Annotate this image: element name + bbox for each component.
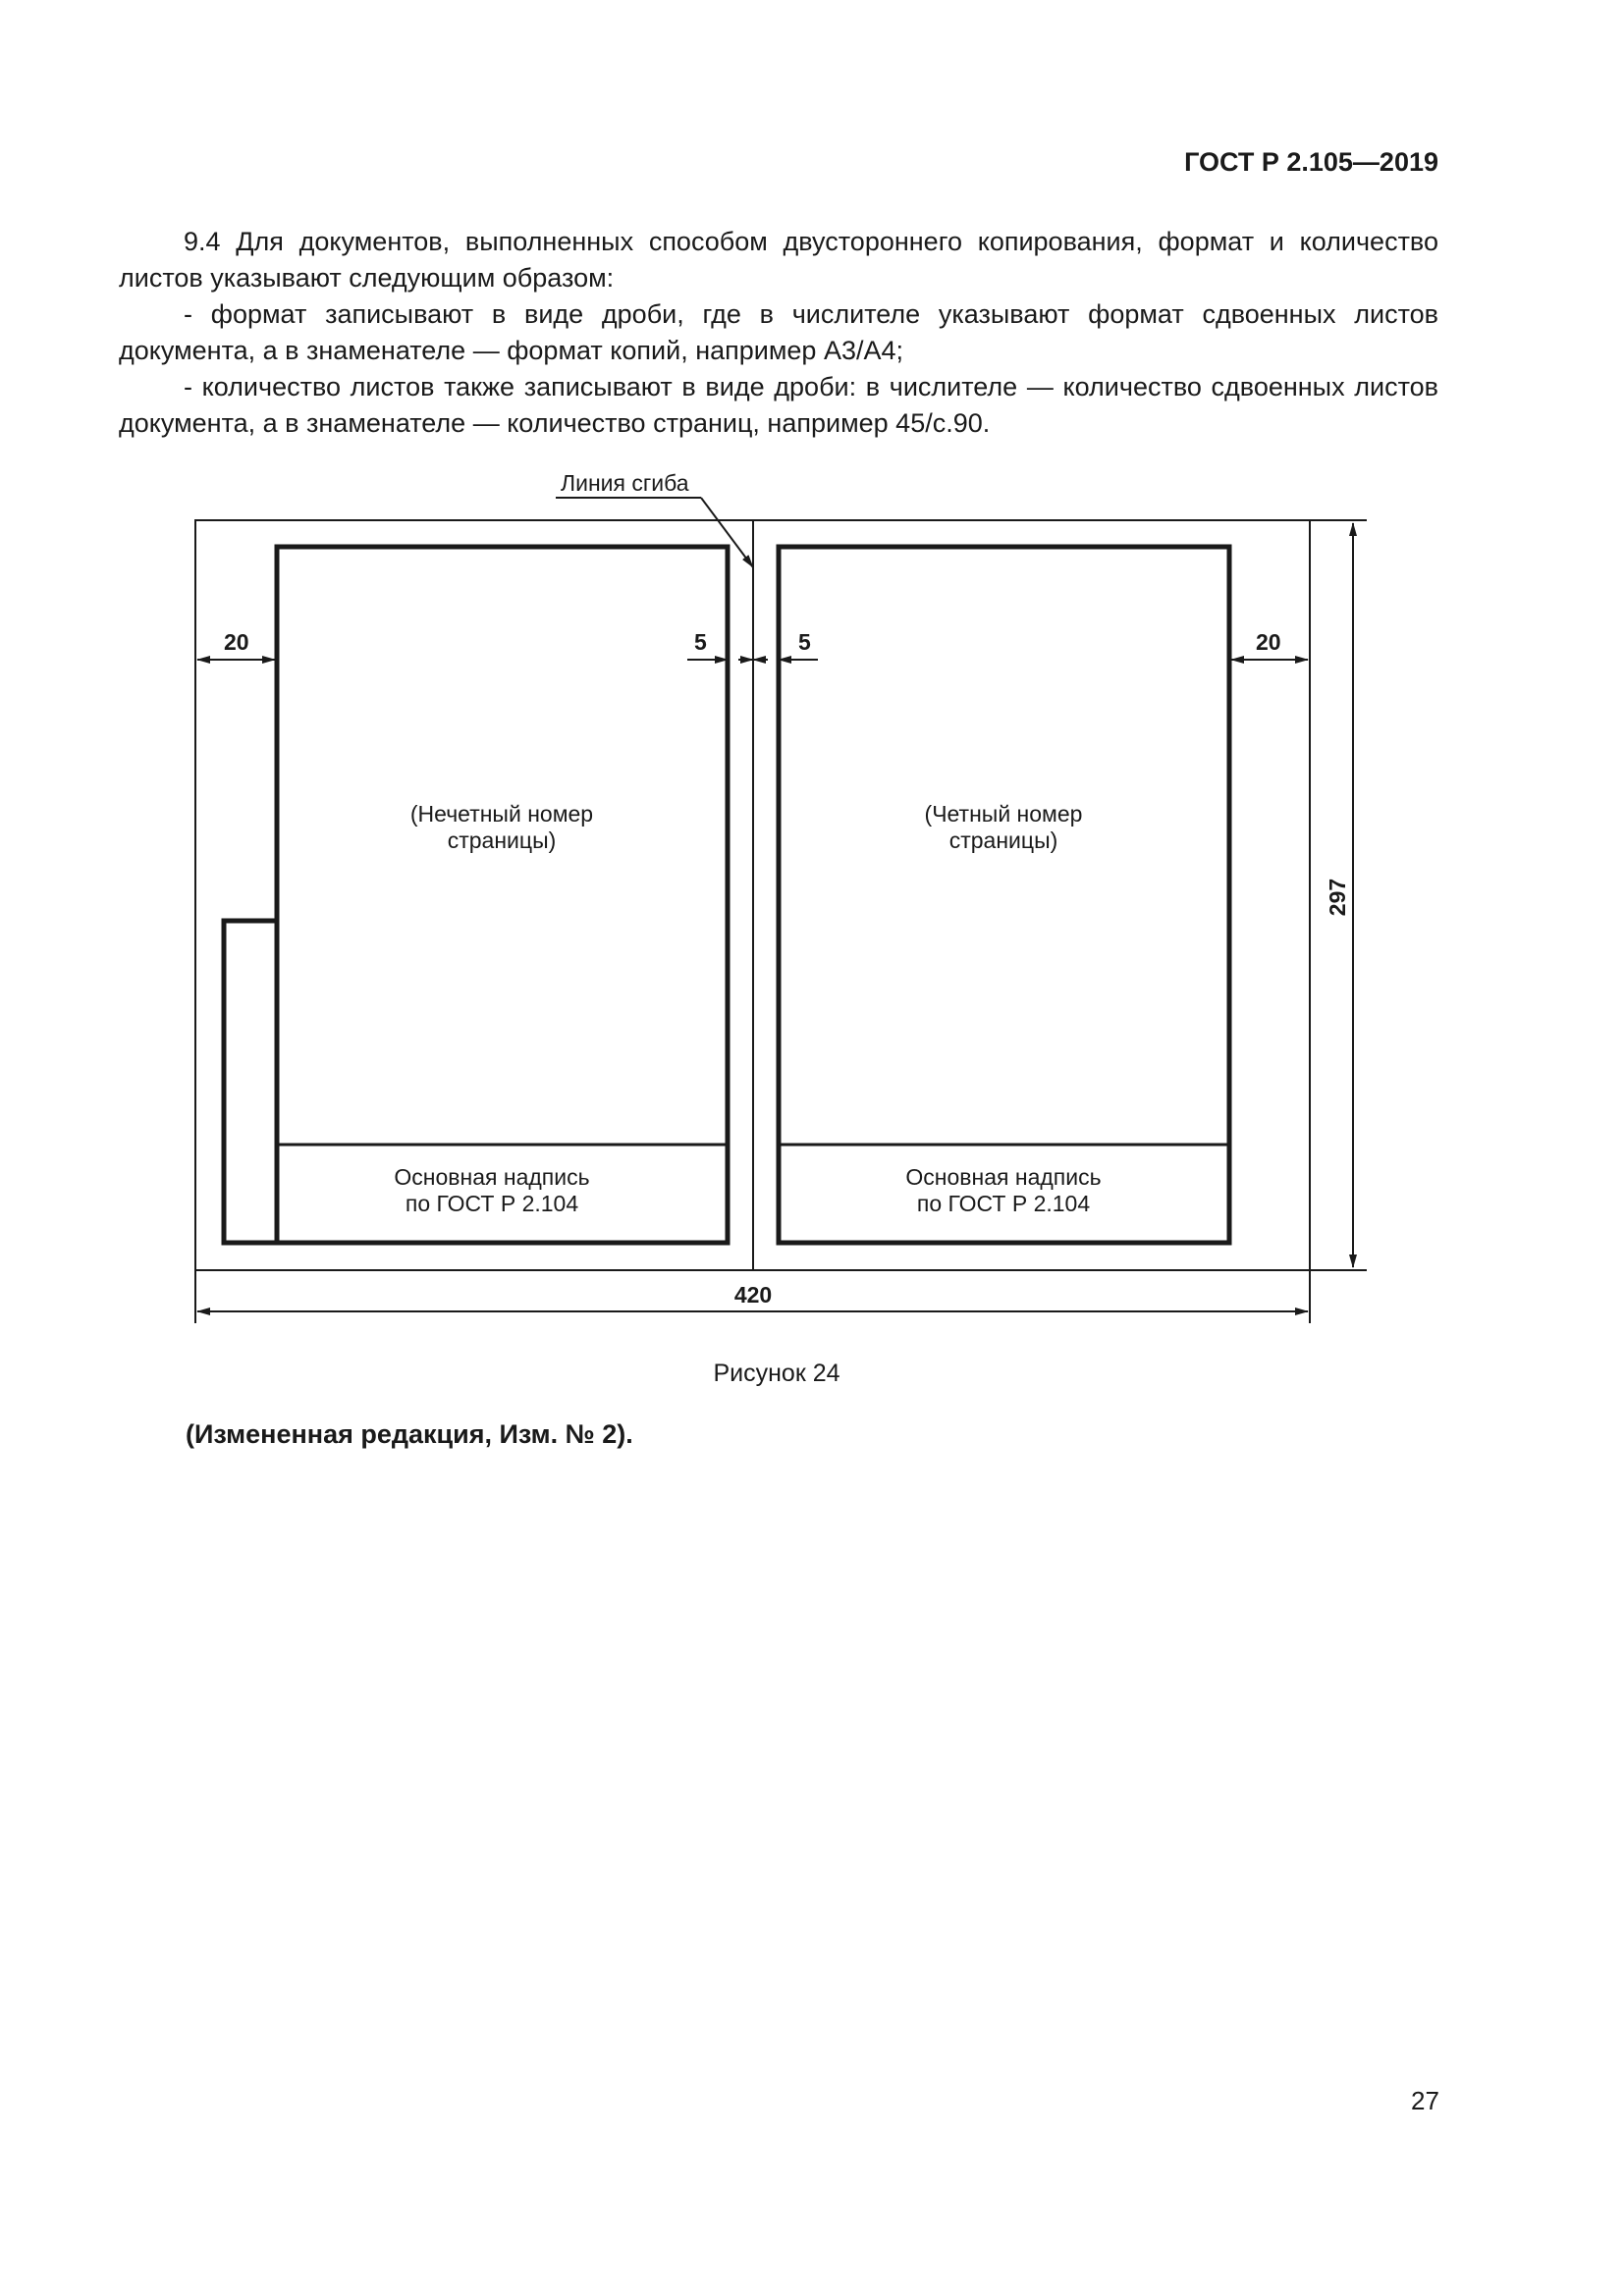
left-title-block-line1: Основная надпись [394, 1164, 590, 1190]
paragraph-sheet-count: - количество листов также записывают в виде дроби: в числителе — количество сдвоенных листов документа, а в знаменателе — количество страниц, например 45/с.90. [119, 372, 1438, 438]
page-number: 27 [1411, 2086, 1439, 2115]
right-margin-value: 20 [1256, 629, 1281, 655]
right-title-block-line1: Основная надпись [905, 1164, 1102, 1190]
paragraph-format: - формат записывают в виде дроби, где в числителе указывают формат сдвоенных листов документа, а в знаменателе — формат копий, например А3/А4; [119, 299, 1438, 365]
fold-gap-left-value: 5 [694, 629, 707, 655]
height-value: 297 [1325, 878, 1350, 917]
right-page-label-line1: (Четный номер [924, 801, 1083, 827]
right-title-block-line2: по ГОСТ Р 2.104 [916, 1191, 1091, 1216]
figure-caption: Рисунок 24 [713, 1360, 840, 1387]
edit-note: (Измененная редакция, Изм. № 2). [186, 1419, 633, 1449]
left-margin-value: 20 [224, 629, 249, 655]
width-value: 420 [733, 1282, 773, 1308]
fold-line-label: Линия сгиба [561, 470, 689, 496]
right-page-label-line2: страницы) [948, 828, 1058, 853]
binding-strip [224, 921, 277, 1243]
paragraph-intro: 9.4 Для документов, выполненных способом двустороннего копирования, формат и количество листов указывают следующим образом: [119, 227, 1438, 293]
left-page-label-line1: (Нечетный номер [409, 801, 594, 827]
left-title-block-line2: по ГОСТ Р 2.104 [405, 1191, 579, 1216]
right-page-frame [779, 547, 1229, 1243]
document-header: ГОСТ Р 2.105—2019 [1184, 147, 1438, 177]
fold-gap-right-value: 5 [798, 629, 811, 655]
left-page-label-line2: страницы) [447, 828, 557, 853]
left-page-frame [277, 547, 728, 1243]
